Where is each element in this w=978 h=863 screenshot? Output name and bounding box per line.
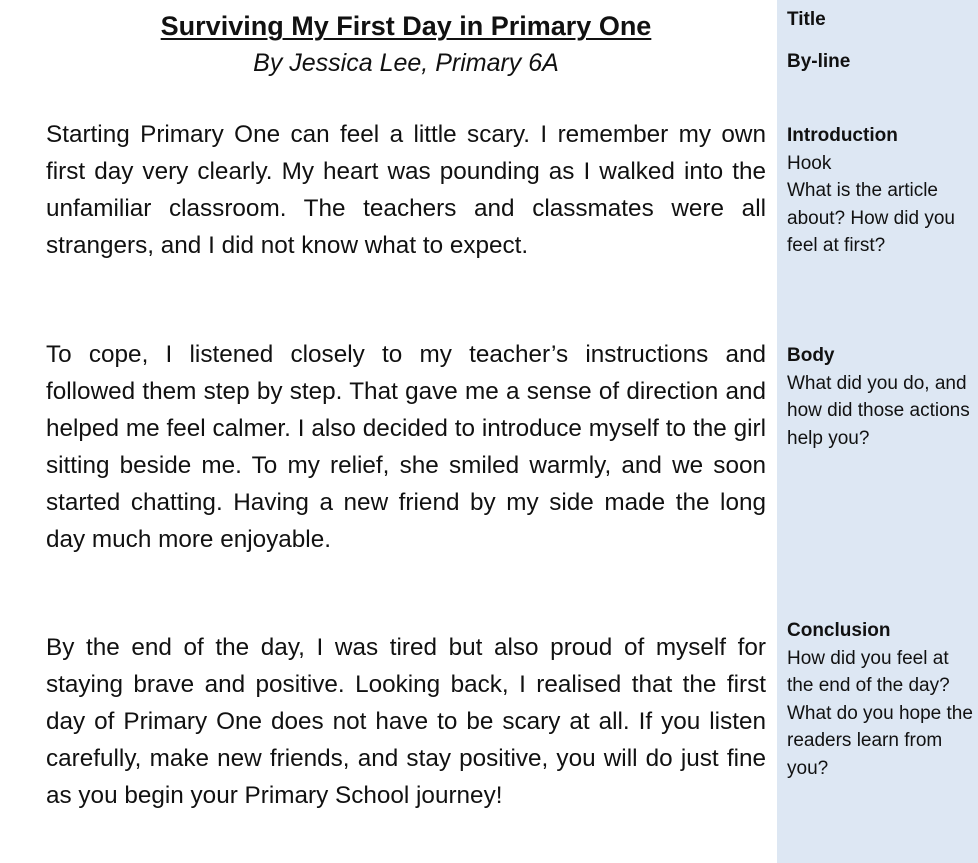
guide-body-heading: Body	[787, 345, 835, 366]
introduction-paragraph: Starting Primary One can feel a little scary. I remember my own first day very clearly. My heart was pounding as I walked into the unfamiliar classroom. The teachers and classmates were all strangers, and I did not know what to expect.	[46, 121, 766, 259]
article-byline: By Jessica Lee, Primary 6A	[253, 49, 559, 77]
guide-introduction-note	[787, 122, 975, 260]
guide-body-question: What did you do, and how did those actions help you?	[787, 372, 970, 449]
guide-conclusion-question-1: How did you feel at the end of the day?	[787, 647, 950, 696]
guide-body-note	[787, 342, 975, 452]
guide-introduction-hook: Hook	[787, 152, 832, 174]
article-title	[46, 10, 766, 42]
body-paragraph: To cope, I listened closely to my teacher’s instructions and followed them step by step. That gave me a sense of direction and helped me feel calmer. I also decided to introduce myself to the girl sitting beside me. To my relief, she smiled warmly, and we soon started chatting. Having a new friend by my side made the long day much more enjoyable.	[46, 341, 766, 553]
guide-byline-label: By-line	[787, 51, 851, 72]
article-title-text: Surviving My First Day in Primary One	[160, 11, 652, 41]
guide-byline-note	[787, 48, 975, 76]
structure-guide-sidebar	[777, 0, 978, 863]
guide-introduction-heading: Introduction	[787, 125, 898, 146]
guide-title-label: Title	[787, 9, 826, 30]
guide-conclusion-heading: Conclusion	[787, 620, 891, 641]
guide-introduction-question: What is the article about? How did you feel at first?	[787, 180, 955, 256]
guide-title-note	[787, 6, 975, 34]
guide-conclusion-question-2: What do you hope the readers learn from you?	[787, 702, 973, 779]
guide-conclusion-note	[787, 617, 975, 782]
conclusion-paragraph: By the end of the day, I was tired but also proud of myself for staying brave and positive. Looking back, I realised that the first day of Primary One does not have to be scary at all. If you listen carefully, make new friends, and stay positive, you will do just fine as you begin your Primary School journey!	[46, 634, 766, 809]
